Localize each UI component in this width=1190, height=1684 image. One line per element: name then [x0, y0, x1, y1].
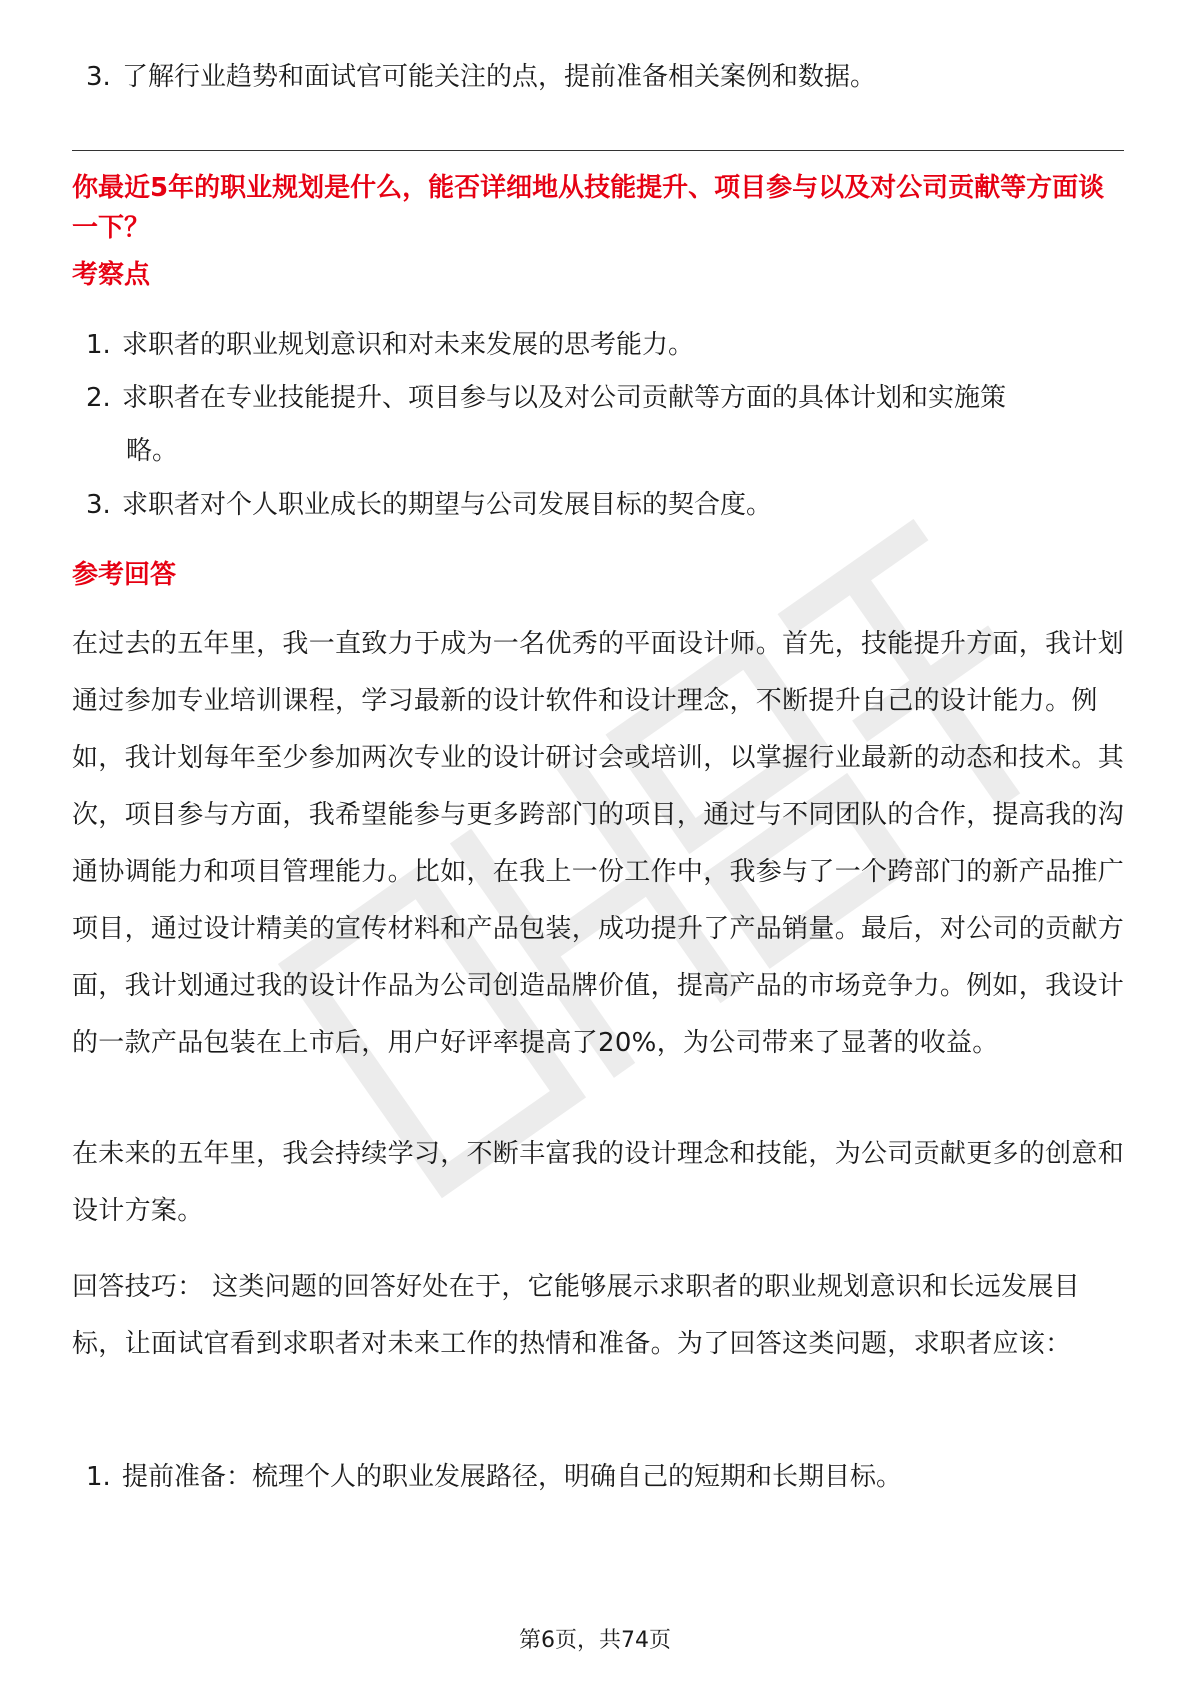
answer-paragraph: 在过去的五年里，我一直致力于成为一名优秀的平面设计师。首先，技能提升方面，我计划通过参加专业培训课程，学习最新的设计软件和设计理念，不断提升自己的设计能力。例如，我计划每年至少参加两次专业的设计研讨会或培训，以掌握行业最新的动态和技术。其次，项目参与方面，我希望能参与更多跨部门的项目，通过与不同团队的合作，提高我的沟通协调能力和项目管理能力。比如，在我上一份工作中，我参与了一个跨部门的新产品推广项目，通过设计精美的宣传材料和产品包装，成功提升了产品销量。最后，对公司的贡献方面，我计划通过我的设计作品为公司创造品牌价值，提高产品的市场竞争力。例如，我设计的一款产品包装在上市后，用户好评率提高了20%，为公司带来了显著的收益。	[72, 629, 1125, 1058]
answer-heading: 参考回答	[72, 560, 177, 590]
section-divider	[72, 150, 1124, 151]
list-item: 1. 提前准备：梳理个人的职业发展路径，明确自己的短期和长期目标。	[86, 1462, 903, 1492]
question-title: 你最近5年的职业规划是什么，能否详细地从技能提升、项目参与以及对公司贡献等方面谈一下？	[72, 173, 1105, 243]
list-item: 3. 求职者对个人职业成长的期望与公司发展目标的契合度。	[86, 490, 773, 520]
list-item: 1. 求职者的职业规划意识和对未来发展的思考能力。	[86, 330, 695, 360]
tips-paragraph: 回答技巧： 这类问题的回答好处在于，它能够展示求职者的职业规划意识和长远发展目标，让面试官看到求职者对未来工作的热情和准备。为了回答这类问题，求职者应该：	[72, 1272, 1080, 1359]
list-item-continuation: 略。	[126, 436, 179, 466]
focus-heading: 考察点	[72, 260, 151, 290]
answer-paragraph: 在未来的五年里，我会持续学习，不断丰富我的设计理念和技能，为公司贡献更多的创意和设计方案。	[72, 1139, 1125, 1226]
page-number-footer: 第6页，共74页	[519, 1628, 671, 1653]
list-item: 2. 求职者在专业技能提升、项目参与以及对公司贡献等方面的具体计划和实施策	[86, 383, 1007, 413]
list-item: 3. 了解行业趋势和面试官可能关注的点，提前准备相关案例和数据。	[86, 62, 877, 92]
